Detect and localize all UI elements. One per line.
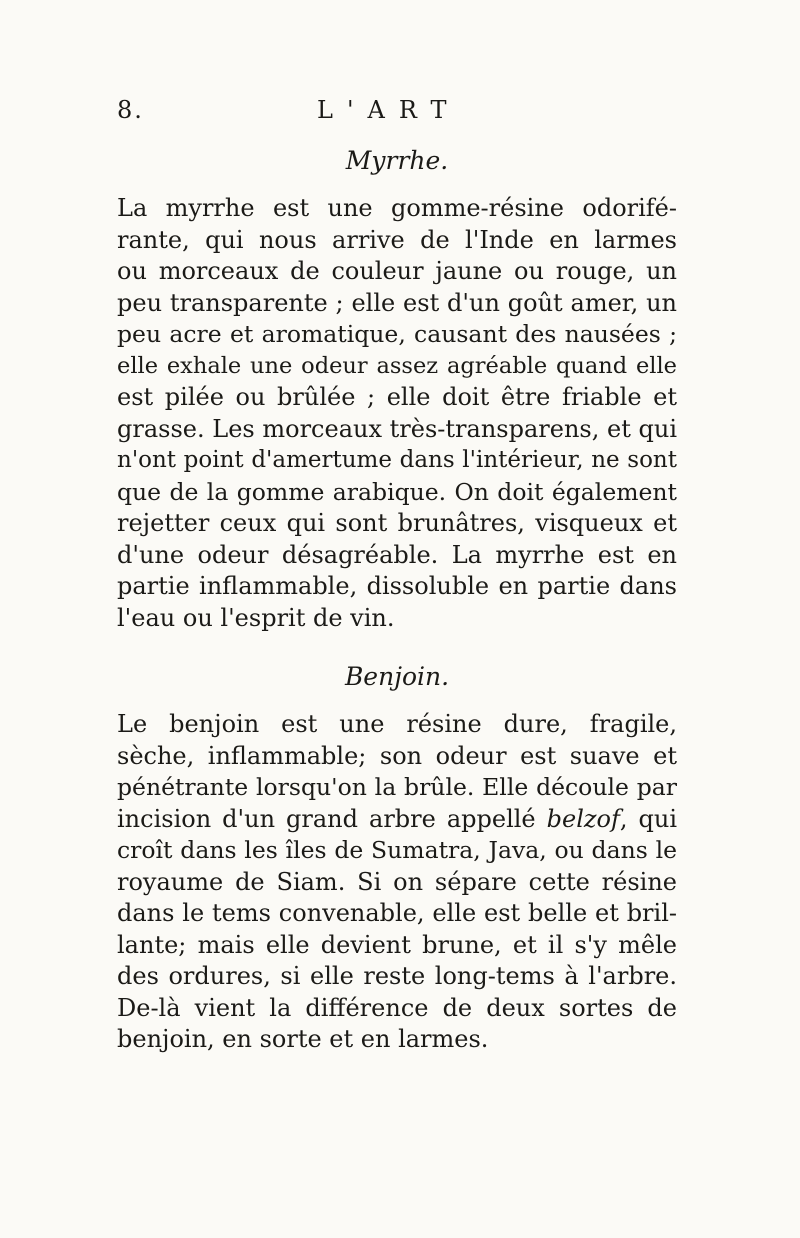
text-line: partie inflammable, dissoluble en partie dans — [117, 572, 677, 600]
text-line: l'eau ou l'esprit de vin. — [117, 603, 395, 632]
text-line: grasse. Les morceaux très-transparens, et qui — [117, 414, 677, 443]
text-line: pénétrante lorsqu'on la brûle. Elle découle par — [117, 773, 677, 801]
text-line: dans le tems convenable, elle est belle et bril- — [117, 899, 677, 927]
page-number: 8. — [117, 96, 144, 124]
text-line: n'ont point d'amertume dans l'intérieur, ne sont — [117, 447, 677, 473]
section-title-myrrhe: Myrrhe. — [345, 146, 449, 175]
text-line: que de la gomme arabique. On doit également — [117, 477, 677, 506]
text-line: sèche, inflammable; son odeur est suave et — [117, 741, 677, 770]
section-title-benjoin: Benjoin. — [344, 662, 450, 691]
text-line: rejetter ceux qui sont brunâtres, visqueux et — [117, 509, 677, 537]
text-line: des ordures, si elle reste long-tems à l'arbre. — [117, 962, 677, 990]
text-line: De-là vient la différence de deux sortes de — [117, 993, 677, 1022]
text-line: incision d'un grand arbre appellé belzof, qui — [117, 804, 677, 833]
paragraph-myrrhe — [117, 193, 677, 634]
text-line: peu transparente ; elle est d'un goût amer, un — [117, 288, 677, 317]
paragraph-benjoin — [117, 709, 677, 1056]
text-line: rante, qui nous arrive de l'Inde en larmes — [117, 225, 677, 254]
text-line: lante; mais elle devient brune, et il s'y mêle — [117, 930, 677, 959]
text-line: croît dans les îles de Sumatra, Java, ou dans le — [117, 836, 677, 864]
text-line: La myrrhe est une gomme-résine odorifé- — [117, 194, 677, 222]
text-line: peu acre et aromatique, causant des nausées ; — [117, 320, 677, 348]
text-line: Le benjoin est une résine dure, fragile, — [117, 710, 677, 738]
text-line: d'une odeur désagréable. La myrrhe est en — [117, 540, 677, 569]
text-line: est pilée ou brûlée ; elle doit être friable et — [117, 383, 677, 411]
text-line: royaume de Siam. Si on sépare cette résine — [117, 867, 677, 896]
text-line: benjoin, en sorte et en larmes. — [117, 1025, 489, 1053]
running-head — [117, 96, 677, 136]
running-title: L'ART — [317, 96, 461, 124]
text-line: elle exhale une odeur assez agréable quand elle — [117, 352, 677, 379]
book-page — [117, 96, 677, 1056]
text-line: ou morceaux de couleur jaune ou rouge, un — [117, 257, 677, 285]
